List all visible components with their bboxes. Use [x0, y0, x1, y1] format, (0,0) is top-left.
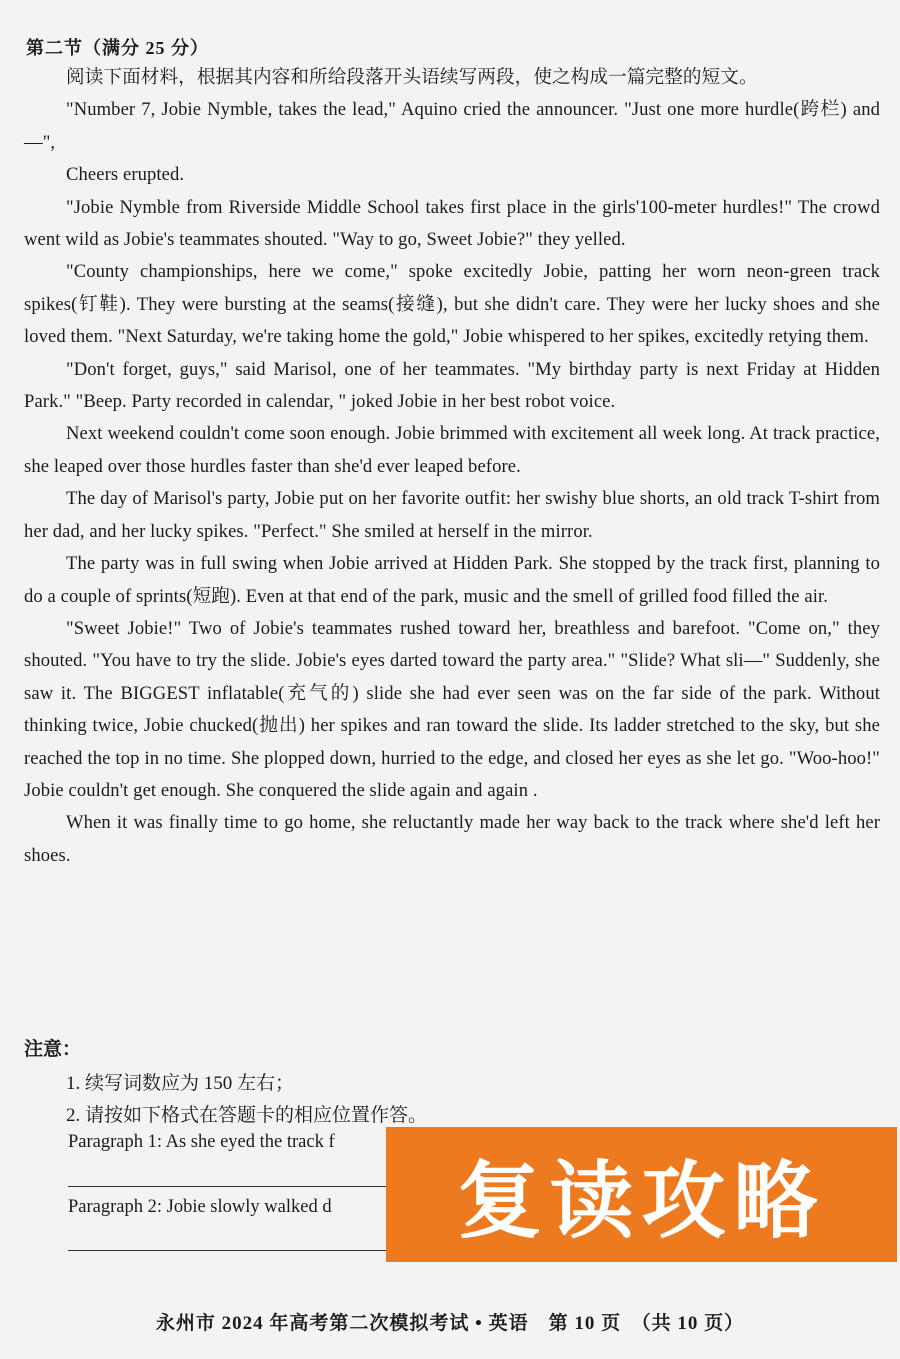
passage-paragraph: "Jobie Nymble from Riverside Middle School takes first place in the girls'100-meter hurdles!" The crowd went wild as Jobie's teammates shouted. "Way to go, Sweet Jobie?" they yelled. [24, 196, 880, 251]
instruction-paragraph: 阅读下面材料，根据其内容和所给段落开头语续写两段，使之构成一篇完整的短文。 [66, 67, 758, 88]
passage-paragraph: Next weekend couldn't come soon enough. Jobie brimmed with excitement all week long. At track practice, she leaped over those hurdles faster than she'd ever leaped before. [24, 423, 880, 477]
watermark-banner [386, 1127, 897, 1262]
passage-paragraph: The day of Marisol's party, Jobie put on her favorite outfit: her swishy blue shorts, an old track T-shirt from her dad, and her lucky spikes. "Perfect." She smiled at herself in the mirror. [24, 488, 880, 542]
notes-heading: 注意： [24, 1039, 82, 1060]
watermark-text: 复读攻略 [457, 1152, 826, 1250]
answer-line [68, 1186, 398, 1187]
passage-paragraph: "Don't forget, guys," said Marisol, one of her teammates. "My birthday party is next Friday at Hidden Park." "Beep. Party recorded in calendar, " joked Jobie in her best robot voice. [24, 358, 880, 413]
passage-paragraph: "Sweet Jobie!" Two of Jobie's teammates rushed toward her, breathless and barefoot. "Come on," they shouted. "You have to try the slide. Jobie's eyes darted toward the party area." "Slide? What sli—" Suddenly, she saw it. The BIGGEST inflatable(充气的) slide she had ever seen was on the far side of the park. Without thinking twice, Jobie chucked(抛出) her spikes and ran toward the slide. Its ladder stretched to the sky, but she reached the top in no time. She plopped down, hurried to the edge, and closed her eyes as she let go. "Woo-hoo!" Jobie couldn't get enough. She conquered the slide again and again . [24, 617, 880, 801]
note-item: 2. 请按如下格式在答题卡的相应位置作答。 [66, 1105, 428, 1126]
passage-paragraph: Cheers erupted. [66, 164, 185, 186]
paragraph-1-opening: Paragraph 1: As she eyed the track f [68, 1132, 335, 1152]
passage-paragraph: "County championships, here we come," spoke excitedly Jobie, patting her worn neon-green track spikes(钉鞋). They were bursting at the seams(接缝), but she didn't care. They were her lucky shoes and she loved them. "Next Saturday, we're taking home the gold," Jobie whispered to her spikes, excitedly retying them. [24, 261, 880, 348]
reading-passage [24, 62, 880, 872]
paragraph-2-opening: Paragraph 2: Jobie slowly walked d [68, 1197, 332, 1217]
section-title: 第二节（满分 25 分） [26, 38, 209, 58]
answer-line [68, 1250, 398, 1251]
passage-paragraph: The party was in full swing when Jobie arrived at Hidden Park. She stopped by the track first, planning to do a couple of sprints(短跑). Even at that end of the park, music and the smell of grilled food filled the air. [24, 553, 880, 607]
note-item: 1. 续写词数应为 150 左右； [66, 1073, 295, 1094]
page-footer: 永州市 2024 年高考第二次模拟考试 • 英语 第 10 页 （共 10 页） [155, 1313, 745, 1334]
passage-paragraph: "Number 7, Jobie Nymble, takes the lead," Aquino cried the announcer. "Just one more hurdle(跨栏) and—", [24, 99, 880, 153]
passage-paragraph: When it was finally time to go home, she reluctantly made her way back to the track where she'd left her shoes. [24, 812, 880, 866]
